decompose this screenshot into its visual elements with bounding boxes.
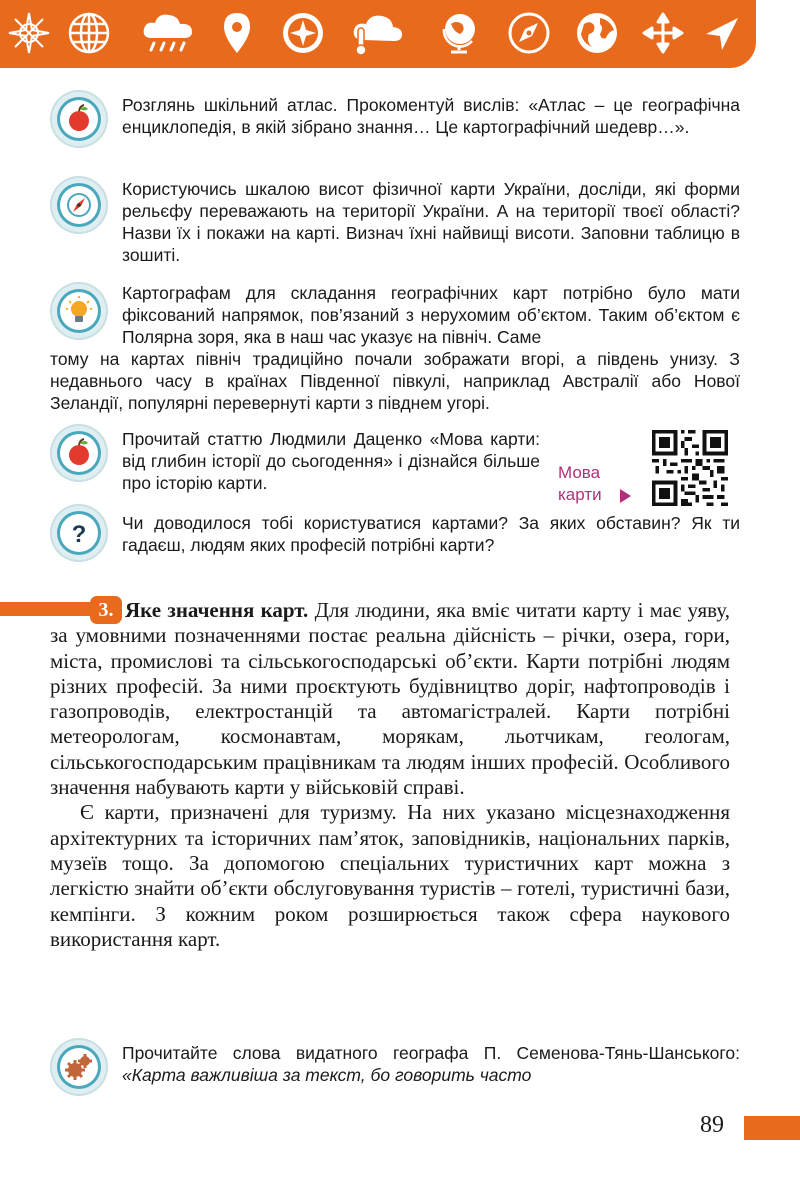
section-body: [50, 598, 730, 952]
navigation-arrow-icon: [700, 10, 746, 56]
directions-arrows-icon: [640, 10, 686, 56]
task-text-bottom: тому на картах північ традиційно почали зображати вгорі, а південь унизу. З недавнього часу в країнах Південної півкулі, наприклад Австралії або Нової Зеландії, популярні перевернуті карти з півднем угорі.: [50, 349, 740, 413]
desk-globe-icon: [436, 10, 482, 56]
question-icon: [57, 511, 101, 555]
section-text-1: Для людини, яка вміє читати карту і має уяву, за умовними позначеннями постає реальна дійсність – річки, озера, гори, міста, промислові та сільськогосподарські об’єкти. Карти потрібні людям різних професій. За ними проєктують будівництво доріг, нафтопроводів і газопроводів, електростанцій та автомагістралей. Карти потрібні метеорологам, космонавтам, морякам, льотчикам, геологам, сільськогосподарським працівникам та людям інших професій. Особливого значення набувають карти у військовій справі.: [50, 598, 731, 800]
section-number: 3.: [90, 596, 122, 624]
task-badge: [50, 90, 108, 148]
task-text: Чи доводилося тобі користуватися картами? За яких обставин? Як ти гадаєш, людям яких професій потрібні карти?: [122, 513, 740, 555]
task-badge: [50, 1038, 108, 1096]
map-pin-icon: [214, 10, 260, 56]
section-heading: Яке значення карт.: [125, 598, 309, 622]
task-text: Користуючись шкалою висот фізичної карти України, досліди, які форми рельєфу переважають на території України. А на території твоєї області? Назви їх і покажи на карті. Визнач їхні найвищі висоти. Заповни таблицю в зошиті.: [122, 179, 740, 265]
task-badge: [50, 176, 108, 234]
section-paragraph-1: [50, 598, 730, 800]
compass-rose-icon: [6, 10, 52, 56]
page-number: 89: [700, 1112, 724, 1138]
task-badge: [50, 424, 108, 482]
apple-icon: [57, 431, 101, 475]
task-text-top: Картографам для складання географічних карт потрібно було мати фіксований напрямок, пов’язаний з нерухомим об’єктом. Таким об’єктом є Полярна зоря, яка в наш час указує на північ. Саме: [122, 283, 740, 347]
play-arrow-icon: [620, 489, 631, 503]
task-badge: [50, 504, 108, 562]
final-task-text: Прочитайте слова видатного географа П. Семенова-Тянь-Шанського:: [122, 1043, 740, 1063]
qr-label-line1: Мова: [558, 463, 601, 482]
svg-text:?: ?: [71, 521, 87, 548]
task-text: Прочитай статтю Людмили Даценко «Мова карти: від глибин історії до сьогодення» і дізнайся більше про історію карти.: [122, 429, 540, 493]
globe-grid-icon: [66, 10, 112, 56]
header-bar: [0, 0, 756, 68]
qr-link-label[interactable]: [558, 462, 602, 506]
compass-needle-icon: [506, 10, 552, 56]
gears-icon: [57, 1045, 101, 1089]
apple-icon: [57, 97, 101, 141]
qr-label-line2: карти: [558, 485, 602, 504]
globe-icon: [574, 10, 620, 56]
weather-thermometer-icon: [346, 10, 404, 56]
lightbulb-icon: [57, 289, 101, 333]
rain-cloud-icon: [140, 10, 196, 56]
task-text: [122, 1042, 740, 1086]
task-text: Розглянь шкільний атлас. Прокоментуй вислів: «Атлас – це географічна енциклопедія, в якій зібрано знання… Це картографічний шедевр…».: [122, 95, 740, 137]
task-badge: [50, 282, 108, 340]
section-paragraph-2: Є карти, призначені для туризму. На них указано місцезнаходження архітектурних та історичних пам’яток, заповідників, національних парків, музеїв тощо. За допомогою спеціальних туристичних карт можна з легкістю знайти об’єкти обслуговування туристів – готелі, туристичні бази, кемпінги. З кожним роком розширюється також сфера наукового використання карт.: [50, 800, 730, 951]
qr-code[interactable]: [652, 430, 728, 506]
compass-icon: [280, 10, 326, 56]
page-number-bar: [744, 1116, 800, 1140]
compass-icon: [57, 183, 101, 227]
final-task-quote: «Карта важливіша за текст, бо говорить часто: [122, 1065, 532, 1085]
